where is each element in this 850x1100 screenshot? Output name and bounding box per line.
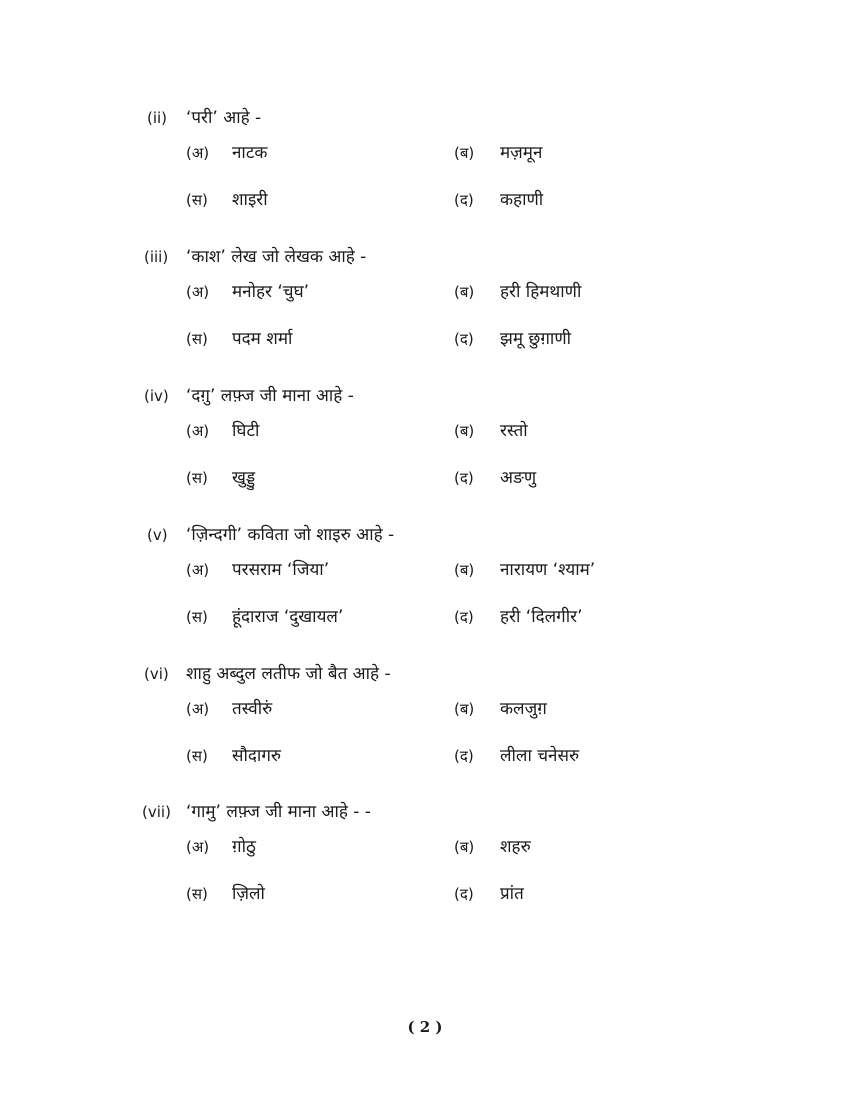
question-text: ‘गामु’ लफ़्ज जी माना आहे - -	[186, 802, 371, 822]
option-marker: (अ)	[186, 283, 210, 301]
question-block	[0, 106, 850, 246]
option-marker: (स)	[186, 747, 208, 765]
option-marker: (स)	[186, 885, 208, 903]
option-text: ज़िलो	[232, 884, 265, 904]
option-marker: (ब)	[454, 700, 475, 718]
option-text: प्रांत	[500, 884, 524, 904]
question-block	[0, 662, 850, 802]
option-text: ग़ोठु	[232, 837, 256, 857]
option-marker: (अ)	[186, 700, 210, 718]
option-text: रस्तो	[500, 421, 528, 441]
question-block	[0, 384, 850, 524]
question-number: (v)	[147, 526, 168, 544]
option-text: पदम शर्मा	[232, 329, 293, 349]
option-marker: (ब)	[454, 283, 475, 301]
option-marker: (द)	[454, 330, 474, 348]
question-block	[0, 800, 850, 940]
option-marker: (द)	[454, 191, 474, 209]
option-text: खुड्डु	[232, 468, 256, 488]
option-text: मज़मून	[500, 143, 543, 163]
option-text: हरी ‘दिलगीर’	[500, 607, 583, 627]
page-number: ( 2 )	[407, 1018, 443, 1036]
option-marker: (द)	[454, 747, 474, 765]
option-text: झमू छुग़ाणी	[500, 329, 572, 349]
question-text: ‘परी’ आहे -	[186, 108, 262, 128]
option-marker: (द)	[454, 885, 474, 903]
option-marker: (ब)	[454, 838, 475, 856]
option-marker: (स)	[186, 608, 208, 626]
option-text: कलजुग़	[500, 699, 547, 719]
option-marker: (अ)	[186, 561, 210, 579]
question-text: ‘ज़िन्दगी’ कविता जो शाइरु आहे -	[186, 525, 395, 545]
option-marker: (स)	[186, 330, 208, 348]
question-number: (iv)	[144, 387, 169, 405]
question-text: ‘काश’ लेख जो लेखक आहे -	[186, 247, 367, 267]
option-text: नाटक	[232, 143, 268, 163]
option-marker: (स)	[186, 191, 208, 209]
option-marker: (अ)	[186, 144, 210, 162]
question-number: (vii)	[142, 803, 171, 821]
question-text: ‘दग़ु’ लफ़्ज जी माना आहे -	[186, 386, 354, 406]
option-text: हूंदाराज ‘दुखायल’	[232, 607, 344, 627]
option-text: परसराम ‘जिया’	[232, 560, 330, 580]
option-marker: (अ)	[186, 838, 210, 856]
option-text: हरी हिमथाणी	[500, 282, 582, 302]
option-text: सौदागरु	[232, 746, 282, 766]
question-number: (ii)	[147, 109, 168, 127]
option-text: नारायण ‘श्याम’	[500, 560, 596, 580]
option-text: अङणु	[500, 468, 537, 488]
question-block	[0, 523, 850, 663]
option-text: शाइरी	[232, 190, 268, 210]
question-number: (vi)	[144, 665, 169, 683]
option-marker: (द)	[454, 469, 474, 487]
option-marker: (ब)	[454, 561, 475, 579]
option-marker: (द)	[454, 608, 474, 626]
option-text: मनोहर ‘चुघ’	[232, 282, 310, 302]
option-marker: (ब)	[454, 144, 475, 162]
option-text: तस्वीरुं	[232, 699, 273, 719]
option-marker: (अ)	[186, 422, 210, 440]
option-text: घिटी	[232, 421, 260, 441]
question-block	[0, 245, 850, 385]
option-text: शहरु	[500, 837, 531, 857]
question-number: (iii)	[144, 248, 169, 266]
option-marker: (स)	[186, 469, 208, 487]
question-text: शाहु अब्दुल लतीफ जो बैत आहे -	[186, 664, 391, 684]
option-text: लीला चनेसरु	[500, 746, 580, 766]
option-text: कहाणी	[500, 190, 544, 210]
option-marker: (ब)	[454, 422, 475, 440]
